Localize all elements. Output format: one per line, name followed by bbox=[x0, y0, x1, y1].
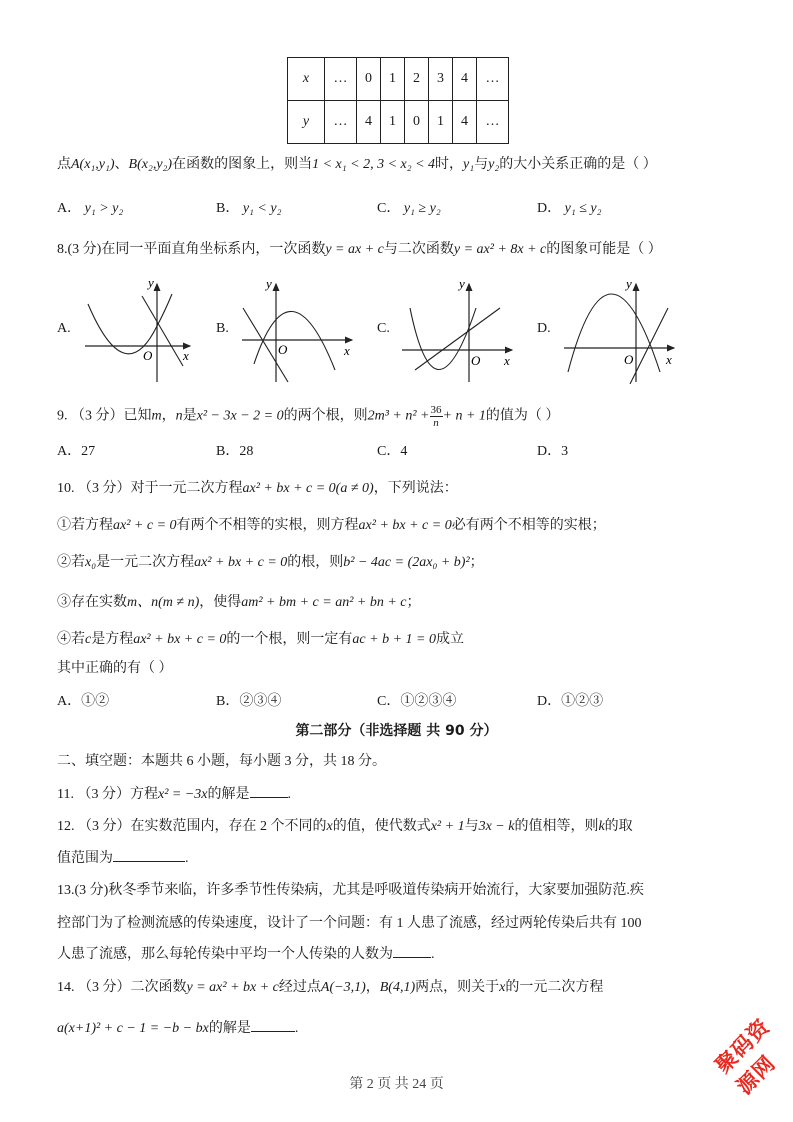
text-segment: （3 分） bbox=[78, 481, 131, 496]
text: 时， bbox=[435, 157, 464, 172]
graph-c bbox=[400, 276, 520, 384]
math: y₂ bbox=[488, 157, 500, 172]
text-segment: （3 分） bbox=[77, 787, 130, 802]
text-segment: n bbox=[175, 408, 183, 424]
table-row-y bbox=[288, 101, 509, 144]
origin-label: O bbox=[278, 342, 288, 357]
text: 的大小关系正确的是（ ） bbox=[499, 157, 657, 172]
text-segment: m bbox=[151, 408, 162, 424]
text-segment: y₁ ≤ y₂ bbox=[564, 201, 602, 216]
text-segment: D． bbox=[537, 694, 562, 709]
text-segment: 的取 bbox=[604, 819, 633, 834]
q10-statement-3 bbox=[57, 591, 421, 611]
y-axis-label: y bbox=[626, 276, 632, 291]
math: B(x₂,y₂) bbox=[128, 157, 173, 172]
q10-statement-4 bbox=[57, 628, 464, 648]
answer-blank[interactable] bbox=[113, 847, 185, 862]
text-segment: y₁ ≥ y₂ bbox=[403, 201, 441, 216]
text-segment: ax² + c = 0 bbox=[113, 518, 177, 533]
table-cell: 3 bbox=[429, 58, 453, 101]
y-axis-label: y bbox=[459, 276, 465, 291]
text-segment: （3 分） bbox=[78, 980, 131, 995]
text-segment: (3 分) bbox=[74, 883, 109, 898]
q9-option-d bbox=[537, 440, 568, 460]
q12-line2 bbox=[57, 847, 189, 867]
text-segment: 已知 bbox=[123, 408, 152, 424]
value-table bbox=[287, 57, 509, 144]
text-segment: 必有两个不相等的实根； bbox=[451, 518, 606, 533]
question-score: (3 分) bbox=[67, 242, 102, 257]
answer-blank[interactable] bbox=[251, 1017, 295, 1032]
text-segment: . bbox=[185, 851, 189, 866]
text: 与 bbox=[474, 157, 489, 172]
text-segment: ax² + bx + c = 0 bbox=[133, 632, 227, 647]
text-segment: 人患了流感，那么每轮传染中平均一个人传染的人数为 bbox=[57, 947, 393, 962]
text-segment: B． bbox=[216, 444, 240, 459]
text-segment: ， bbox=[365, 980, 380, 995]
x-axis-label: x bbox=[344, 343, 350, 358]
fraction bbox=[430, 404, 443, 429]
text-segment: 27 bbox=[81, 444, 96, 459]
page-footer: 第 2 页 共 24 页 bbox=[349, 1077, 444, 1092]
table-row-x bbox=[288, 58, 509, 101]
text-segment: B． bbox=[216, 201, 240, 216]
text-segment: . bbox=[294, 1021, 299, 1036]
text-segment: x bbox=[326, 819, 333, 834]
text-segment: ax² + bx + c = 0 bbox=[358, 518, 452, 533]
table-cell: 1 bbox=[381, 101, 405, 144]
text-segment: A． bbox=[57, 201, 82, 216]
text-segment: 10. bbox=[57, 481, 75, 496]
text: 、 bbox=[114, 157, 129, 172]
text-segment: ①② bbox=[81, 694, 110, 709]
math: x² = −3x bbox=[157, 787, 208, 802]
text-segment: 经过点 bbox=[278, 980, 321, 995]
math: y₁ bbox=[463, 157, 475, 172]
text-segment: y₁ > y₂ bbox=[84, 201, 124, 216]
text-segment: ③存在实数 bbox=[57, 595, 127, 610]
math: A(x₁,y₁) bbox=[71, 157, 115, 172]
text-segment: 9. bbox=[57, 408, 68, 424]
origin-label: O bbox=[471, 353, 481, 368]
table-header-y: y bbox=[288, 101, 325, 144]
text: 在函数的图象上，则当 bbox=[172, 157, 313, 172]
q11-stem bbox=[57, 783, 291, 803]
q7-option-b bbox=[216, 197, 281, 217]
text-segment: . bbox=[287, 787, 292, 802]
section-heading: 二、填空题：本题共 6 小题，每小题 3 分，共 18 分。 bbox=[57, 754, 386, 769]
text-segment: m、n(m ≠ n) bbox=[127, 595, 200, 610]
text-segment: y = ax² + bx + c bbox=[186, 980, 279, 995]
text-segment: 两点，则关于 bbox=[415, 980, 500, 995]
text-segment: A． bbox=[57, 444, 82, 459]
text-segment: x² + 1 bbox=[430, 819, 465, 834]
table-cell: 1 bbox=[429, 101, 453, 144]
table-cell: … bbox=[477, 58, 509, 101]
table-cell: … bbox=[325, 101, 357, 144]
table-cell: 0 bbox=[357, 58, 381, 101]
math: x² − 3x − 2 = 0 bbox=[196, 408, 284, 424]
text-segment: am² + bm + c = an² + bn + c bbox=[241, 595, 407, 610]
q7-stem bbox=[57, 153, 657, 173]
text-segment: 是 bbox=[182, 408, 197, 424]
x-axis-label: x bbox=[183, 348, 189, 363]
math: 1 < x₁ < 2, 3 < x₂ < 4 bbox=[312, 157, 436, 172]
origin-label: O bbox=[143, 348, 153, 363]
text-segment: ax² + bx + c = 0 bbox=[194, 555, 288, 570]
q8-option-d-label: D. bbox=[537, 321, 551, 336]
text-segment: 14. bbox=[57, 980, 75, 995]
parabola bbox=[88, 294, 172, 354]
text-segment: 13. bbox=[57, 883, 75, 898]
text-segment: ，下列说法： bbox=[373, 481, 458, 496]
text-segment: D． bbox=[537, 201, 562, 216]
answer-blank[interactable] bbox=[250, 783, 288, 798]
text-segment: c bbox=[85, 632, 92, 647]
text-segment: 3 bbox=[561, 444, 569, 459]
q10-option-b bbox=[216, 690, 281, 710]
q14-line2 bbox=[57, 1017, 298, 1037]
text-segment: 方程 bbox=[129, 787, 158, 802]
text-segment: 的值为（ ） bbox=[485, 408, 560, 424]
q9-option-c bbox=[377, 440, 407, 460]
table-cell: … bbox=[477, 101, 509, 144]
q10-option-d bbox=[537, 690, 603, 710]
q8-option-b-label: B. bbox=[216, 321, 229, 336]
text-segment: 在同一平面直角坐标系内，一次函数 bbox=[101, 242, 326, 257]
math: 2m³ + n² + bbox=[367, 408, 430, 424]
text-segment: ②若 bbox=[57, 555, 85, 570]
text-segment: 3x − k bbox=[478, 819, 515, 834]
text-segment: 的图象可能是（ ） bbox=[546, 242, 662, 257]
text-segment: 的两个根，则 bbox=[283, 408, 368, 424]
text-segment: 的值，使代数式 bbox=[332, 819, 431, 834]
table-cell: 4 bbox=[453, 101, 477, 144]
text-segment: 与二次函数 bbox=[383, 242, 454, 257]
text-segment: 秋冬季节来临，许多季节性传染病，尤其是呼吸道传染病开始流行，大家要加强防范.疾 bbox=[108, 883, 644, 898]
text-segment: 的值相等，则 bbox=[514, 819, 599, 834]
text-segment: 28 bbox=[239, 444, 254, 459]
text-segment: A． bbox=[57, 694, 82, 709]
text-segment: 对于一元二次方程 bbox=[130, 481, 243, 496]
table-cell: 2 bbox=[405, 58, 429, 101]
text-segment: b² − 4ac = (2ax₀ + b)² bbox=[343, 555, 470, 570]
text-segment: B(4,1) bbox=[379, 980, 416, 995]
table-cell: 4 bbox=[357, 101, 381, 144]
text-segment: y₁ < y₂ bbox=[242, 201, 282, 216]
text-segment: 36 bbox=[430, 404, 442, 416]
text-segment: 的解是 bbox=[208, 1021, 251, 1036]
q9-option-b bbox=[216, 440, 253, 460]
q10-option-a bbox=[57, 690, 109, 710]
parabola bbox=[410, 308, 476, 370]
text-segment: 在实数范围内，存在 2 个不同的 bbox=[130, 819, 327, 834]
text-segment: ； bbox=[469, 555, 484, 570]
text-segment: 与 bbox=[464, 819, 479, 834]
text-segment: 12. bbox=[57, 819, 75, 834]
text-segment: 有两个不相等的实根，则方程 bbox=[176, 518, 359, 533]
q8-option-a-label: A. bbox=[57, 321, 71, 336]
text-segment: ； bbox=[406, 595, 421, 610]
text-segment: ac + b + 1 = 0 bbox=[352, 632, 436, 647]
q12-stem bbox=[57, 815, 633, 835]
graph-a bbox=[80, 276, 200, 384]
q10-statement-1 bbox=[57, 514, 606, 534]
line bbox=[415, 308, 500, 370]
x-axis-label: x bbox=[666, 352, 672, 367]
text-segment: ①②③ bbox=[561, 694, 604, 709]
q8-stem bbox=[57, 238, 662, 258]
text-segment: C． bbox=[377, 201, 401, 216]
q8-option-c-label: C. bbox=[377, 321, 390, 336]
text-segment: ④若 bbox=[57, 632, 85, 647]
text-segment: 的根，则 bbox=[287, 555, 344, 570]
text-segment: 是一元二次方程 bbox=[96, 555, 195, 570]
table-cell: 4 bbox=[453, 58, 477, 101]
text-segment: ①若方程 bbox=[57, 518, 113, 533]
text-segment: 的一元二次方程 bbox=[505, 980, 604, 995]
parabola bbox=[254, 311, 335, 370]
math: + n + 1 bbox=[442, 408, 486, 424]
q7-option-c bbox=[377, 197, 441, 217]
text-segment: 4 bbox=[400, 444, 408, 459]
text-segment: ②③④ bbox=[239, 694, 282, 709]
text-segment: x₀ bbox=[85, 555, 97, 570]
x-axis-label: x bbox=[504, 353, 510, 368]
text-segment: k bbox=[598, 819, 605, 834]
text-segment: . bbox=[431, 947, 435, 962]
text-segment: 二次函数 bbox=[130, 980, 187, 995]
text-segment: ， bbox=[161, 408, 176, 424]
text-segment: D． bbox=[537, 444, 562, 459]
text-segment: 11. bbox=[57, 787, 74, 802]
q13-line2: 控部门为了检测流感的传染速度，设计了一个问题：有 1 人患了流感，经过两轮传染后共有 100 bbox=[57, 916, 642, 931]
text-segment: 的解是 bbox=[207, 787, 250, 802]
text-segment: B． bbox=[216, 694, 240, 709]
q9-option-a bbox=[57, 440, 95, 460]
math: y = ax + c bbox=[325, 242, 384, 257]
q14-stem bbox=[57, 976, 603, 996]
y-axis-label: y bbox=[148, 276, 154, 290]
origin-label: O bbox=[624, 352, 634, 367]
text-segment: C． bbox=[377, 444, 401, 459]
watermark: 聚码资源网 bbox=[710, 1014, 781, 1100]
q10-stem bbox=[57, 477, 458, 497]
graph-b bbox=[240, 276, 360, 384]
q13-line1 bbox=[57, 879, 644, 899]
q10-statement-2 bbox=[57, 551, 484, 571]
q7-option-a bbox=[57, 197, 123, 217]
text-segment: A(−3,1) bbox=[320, 980, 366, 995]
math: y = ax² + 8x + c bbox=[453, 242, 547, 257]
part2-title: 第二部分（非选择题 共 90 分） bbox=[295, 723, 498, 739]
math: a(x+1)² + c − 1 = −b − bx bbox=[57, 1021, 209, 1036]
text-segment: ①②③④ bbox=[400, 694, 457, 709]
question-number: 8. bbox=[57, 242, 68, 257]
q9-stem bbox=[57, 404, 559, 429]
text-segment: （3 分） bbox=[71, 408, 124, 424]
q10-option-c bbox=[377, 690, 456, 710]
text-segment: C． bbox=[377, 694, 401, 709]
y-axis-label: y bbox=[266, 276, 272, 291]
table-cell: 0 bbox=[405, 101, 429, 144]
graph-d bbox=[562, 276, 682, 384]
text-segment: 的一个根，则一定有 bbox=[226, 632, 353, 647]
table-cell: … bbox=[325, 58, 357, 101]
q10-question: 其中正确的有（ ） bbox=[57, 661, 173, 676]
text-segment: （3 分） bbox=[78, 819, 131, 834]
math: ax² + bx + c = 0(a ≠ 0) bbox=[242, 481, 374, 496]
answer-blank[interactable] bbox=[393, 943, 431, 958]
q7-option-d bbox=[537, 197, 601, 217]
text-segment: 是方程 bbox=[91, 632, 134, 647]
parabola bbox=[568, 294, 660, 372]
table-header-x: x bbox=[288, 58, 325, 101]
text-segment: 值范围为 bbox=[57, 851, 113, 866]
text-segment: x bbox=[499, 980, 506, 995]
table-cell: 1 bbox=[381, 58, 405, 101]
q13-line3 bbox=[57, 943, 435, 963]
text-segment: n bbox=[433, 417, 439, 429]
text: 点 bbox=[57, 157, 71, 172]
text-segment: 成立 bbox=[435, 632, 464, 647]
text-segment: ，使得 bbox=[199, 595, 242, 610]
